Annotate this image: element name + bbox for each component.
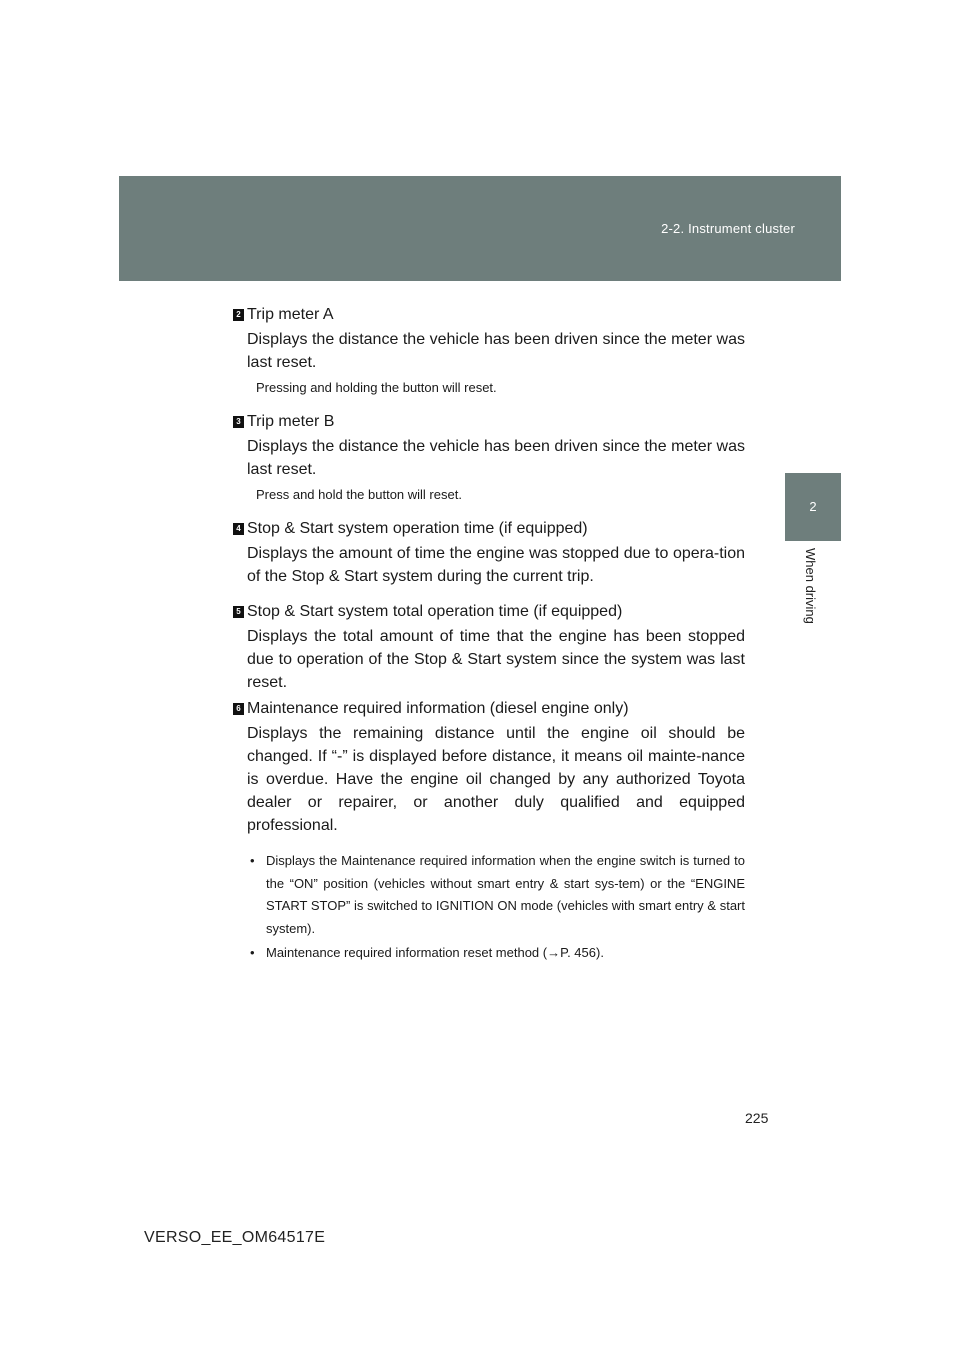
item-description: Displays the remaining distance until the engine oil should be changed. If “-” is displayed before distance, it means oil mainte-nance is overdue. Have the engine oil changed by any authorized Toyota dealer or repairer, or another duly qualified and equipped professional. bbox=[247, 725, 745, 834]
bullet-marker: • bbox=[250, 945, 255, 960]
page-number: 225 bbox=[745, 1110, 769, 1126]
item-description: Displays the amount of time the engine was stopped due to opera-tion of the Stop & Start system during the current trip. bbox=[247, 545, 745, 585]
item-description: Displays the total amount of time that the engine has been stopped due to operation of the Stop & Start system since the system was last reset. bbox=[247, 628, 745, 691]
item-description: Displays the distance the vehicle has been driven since the meter was last reset. bbox=[247, 438, 745, 478]
item-heading bbox=[233, 411, 745, 433]
chapter-label: When driving bbox=[803, 548, 818, 624]
list-item-text: Displays the Maintenance required information when the engine switch is turned to the “ON” position (vehicles without smart entry & start sys-tem) or the “ENGINE START STOP” is switched to IGNITION ON mode (vehicles with smart entry & start system). bbox=[266, 853, 745, 936]
list-item-text: Maintenance required information reset method (→P. 456). bbox=[266, 945, 604, 960]
list-item bbox=[247, 850, 745, 940]
item-stop-start-time bbox=[233, 518, 745, 588]
item-trip-meter-b bbox=[233, 411, 745, 504]
list-item bbox=[247, 942, 745, 965]
item-title: Stop & Start system total operation time (if equipped) bbox=[247, 603, 623, 620]
item-title: Trip meter A bbox=[247, 306, 334, 323]
item-heading bbox=[233, 518, 745, 540]
chapter-number: 2 bbox=[809, 499, 817, 514]
item-number-badge: 2 bbox=[233, 309, 244, 321]
item-note: Press and hold the button will reset. bbox=[256, 487, 462, 502]
content-body bbox=[233, 304, 745, 967]
item-number-badge: 6 bbox=[233, 703, 244, 715]
item-trip-meter-a bbox=[233, 304, 745, 397]
bullet-marker: • bbox=[250, 853, 255, 868]
item-title: Trip meter B bbox=[247, 413, 335, 430]
item-heading bbox=[233, 698, 745, 720]
item-title: Stop & Start system operation time (if equipped) bbox=[247, 520, 588, 537]
item-title: Maintenance required information (diesel engine only) bbox=[247, 700, 629, 717]
item-heading bbox=[233, 601, 745, 623]
section-header bbox=[119, 176, 841, 281]
notes-list bbox=[233, 850, 745, 965]
item-number-badge: 3 bbox=[233, 416, 244, 428]
item-description: Displays the distance the vehicle has been driven since the meter was last reset. bbox=[247, 331, 745, 371]
section-title: 2-2. Instrument cluster bbox=[661, 221, 795, 236]
item-heading bbox=[233, 304, 745, 326]
item-stop-start-total-time bbox=[233, 601, 745, 694]
item-maintenance-info bbox=[233, 698, 745, 837]
item-number-badge: 5 bbox=[233, 606, 244, 618]
document-code: VERSO_EE_OM64517E bbox=[144, 1229, 326, 1246]
item-note: Pressing and holding the button will reset. bbox=[256, 380, 497, 395]
item-number-badge: 4 bbox=[233, 523, 244, 535]
chapter-tab bbox=[785, 473, 841, 541]
